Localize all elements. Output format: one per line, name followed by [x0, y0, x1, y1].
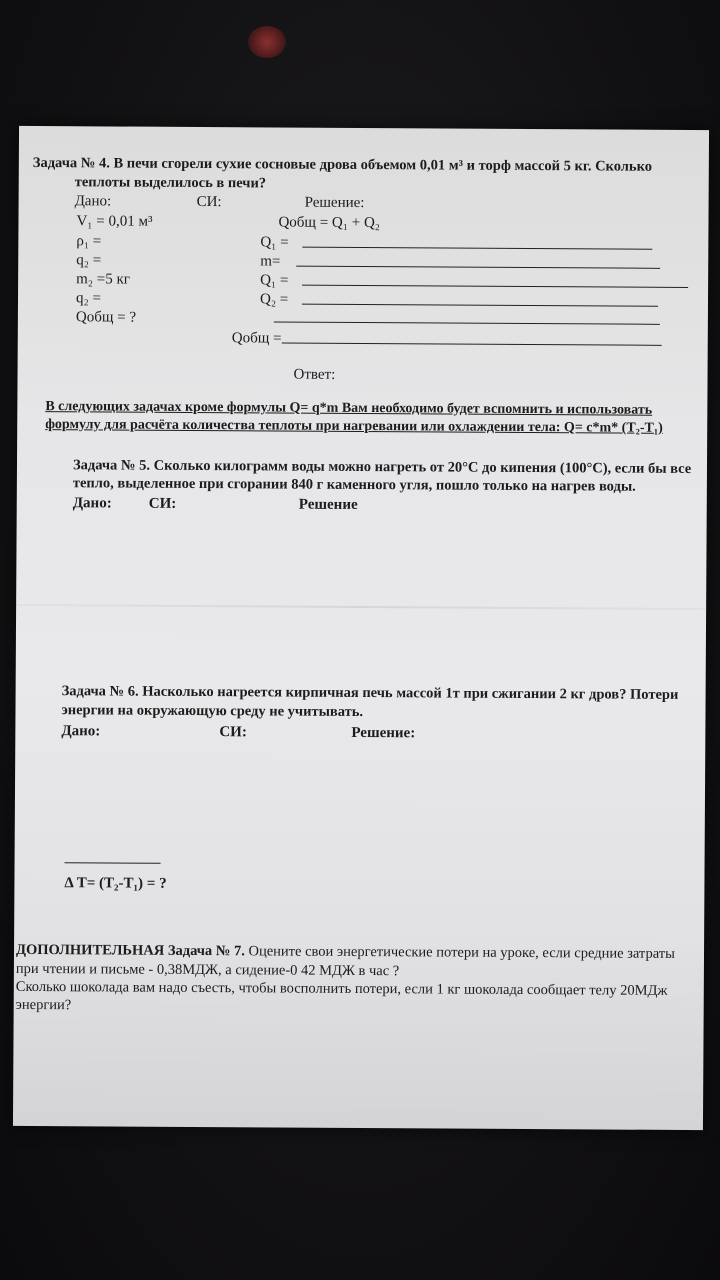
task7-line2: при чтении и письме - 0,38МДЖ, а сидение-0 42 МДЖ в час ?: [15, 960, 400, 980]
note-line1: В следующих задачах кроме формулы Q= q*m Вам необходимо будет вспомнить и использовать: [45, 399, 653, 418]
task7-title: ДОПОЛНИТЕЛЬНАЯ Задача № 7.: [15, 941, 245, 960]
task6-answer-line: [65, 862, 161, 864]
task6-solution: Решение:: [351, 724, 416, 742]
red-stain-decoration: [248, 26, 286, 58]
task6-line1: Задача № 6. Насколько нагреется кирпичная печь массой 1т при сжигании 2 кг дров? Потери: [61, 683, 679, 703]
task6-dano: Дано:: [61, 723, 101, 740]
task5-si: СИ:: [148, 495, 177, 512]
task4-answer-label: Ответ:: [293, 366, 336, 383]
given-q2b: q₂ =: [75, 290, 102, 307]
given-v1: V₁ = 0,01 м³: [76, 213, 153, 230]
task6-delta-t: Δ T= (T₂-T₁) = ?: [64, 875, 167, 892]
worksheet-paper: [13, 126, 709, 1130]
task4-solution-heading: Решение:: [304, 194, 365, 212]
paper-fold: [16, 604, 706, 610]
given-m2: m₂ =5 кг: [76, 271, 130, 288]
solution-q2-label: Q₂ =: [259, 291, 289, 308]
solution-blank-line: [302, 304, 658, 307]
task5-line1: Задача № 5. Сколько килограмм воды можно нагреть от 20°C до кипения (100°C), если бы все: [72, 457, 692, 478]
solution-qtotal-formula: Qобщ = Q₁ + Q₂: [278, 214, 381, 232]
task4-title-line2: теплоты выделилось в печи?: [74, 174, 267, 192]
task7-line1-rest: Оцените свои энергетические потери на уроке, если средние затраты: [244, 943, 675, 962]
given-rho1: ρ₁ =: [76, 233, 102, 250]
task6-si: СИ:: [219, 724, 247, 741]
given-qtotal: Qобщ = ?: [75, 309, 137, 326]
solution-blank-line: [302, 285, 688, 288]
solution-q1-label: Q₁ =: [260, 234, 289, 251]
task5-line2: тепло, выделенное при сгорании 840 г каменного угля, пошло только на нагрев воды.: [72, 475, 636, 495]
solution-q1b-label: Q₁ =: [260, 272, 289, 289]
task4-si-heading: СИ:: [196, 193, 222, 211]
solution-blank-line: [302, 247, 652, 250]
solution-qtotal2-label: Qобщ =: [231, 330, 282, 347]
solution-blank-line: [296, 266, 660, 269]
task5-dano: Дано:: [72, 495, 112, 512]
task4-dano-heading: Дано:: [74, 193, 112, 210]
task4-title-line1: Задача № 4. В печи сгорели сухие сосновые дрова объемом 0,01 м³ и торф массой 5 кг. Сколько: [32, 154, 653, 175]
solution-m-label: m=: [260, 253, 281, 270]
given-q2a: q₂ =: [76, 252, 102, 269]
solution-blank-line: [274, 321, 660, 324]
note-line2: формулу для расчёта количества теплоты при нагревании или охлаждении тела: Q= c*m* (T₂-T₁): [45, 417, 663, 436]
task6-line2: энергии на окружающую среду не учитывать.: [61, 702, 364, 721]
solution-blank-line: [282, 343, 662, 346]
task7-line3: Сколько шоколада вам надо съесть, чтобы восполнить потери, если 1 кг шоколада сообщает телу 20МДж: [15, 978, 668, 999]
task5-solution: Решение: [298, 496, 358, 513]
task7-line4: энергии?: [15, 996, 72, 1014]
